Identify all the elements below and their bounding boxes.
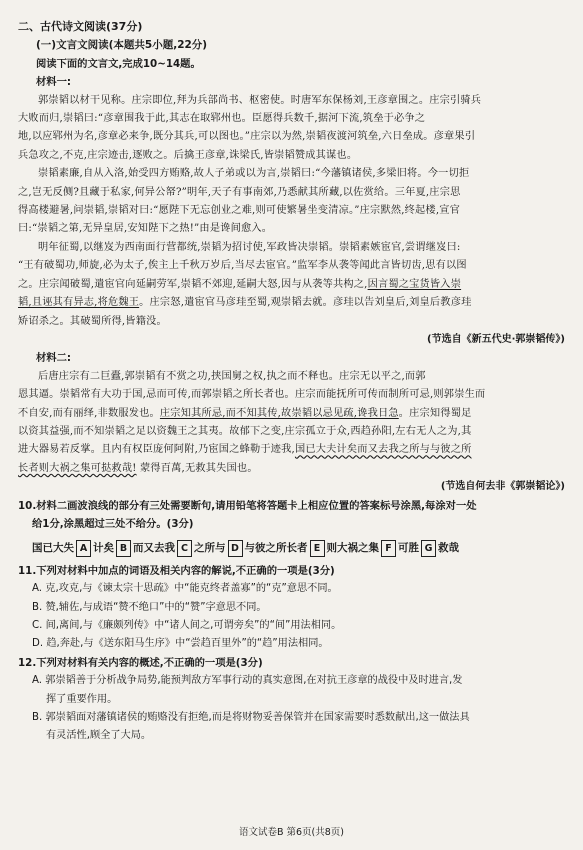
material1-p3-line4 <box>18 294 565 312</box>
material2-wavy-1: 国已大夫计矣而又去我之所与与彼之所 <box>294 444 472 456</box>
material1-p2-line4: 曰:“崇韬之第,无异皇居,安知陛下之热!”由是谗间愈入。 <box>18 223 273 235</box>
material1-p1-line3: 地,以应郓州为名,彦章必来争,既分其兵,可以图也。”庄宗以为然,崇韬夜渡河筑垒,六日垒成。彦章果引 <box>18 131 476 143</box>
material2-text <box>18 368 565 478</box>
q10-box-f[interactable]: F <box>381 540 396 557</box>
material2-line5-text: 进大器易若反掌。且内有权臣庞何阿附,乃宦国之蜂勒于迹我, <box>18 444 295 456</box>
material2-line1: 后唐庄宗有二巨蠹,郭崇韬有不赏之功,挟国舅之权,执之而不释也。庄宗无以平之,而郭 <box>38 370 426 382</box>
q11-option-a: A. 克,攻克,与《谏太宗十思疏》中“能克终者盖寡”的“克”意思不同。 <box>32 583 338 595</box>
section-title: 二、古代诗文阅读(37分) <box>18 20 143 33</box>
material1-p3-line1: 明年征蜀,以继岌为西南面行营都统,崇韬为招讨使,军政皆决崇韬。崇韬素嫉宦官,尝谓继岌曰: <box>38 241 461 253</box>
q10-box-g[interactable]: G <box>421 540 436 557</box>
material1-p3-line5: 矫诏杀之。其破蜀所得,皆籍没。 <box>18 315 167 327</box>
material2-line6-text: 蒙得百萬,无救其失国也。 <box>136 462 258 474</box>
question-12 <box>18 654 565 672</box>
material1-text <box>18 92 565 331</box>
material1-p2-line1: 崇韬素廉,自从入洛,始受四方贿赂,故人子弟或以为言,崇韬曰:“今藩镇诸侯,多梁旧将。今一切拒 <box>38 168 470 180</box>
question-10 <box>18 497 565 515</box>
page-footer: 语文试卷B 第6页(共8页) <box>238 826 345 838</box>
material1-p1-line2: 大败而归,崇韬曰:“彦章围我于此,其志在取郓州也。臣愿得兵数千,据河下流,筑垒于必争之 <box>18 113 426 125</box>
q12-number: 12. <box>18 656 37 669</box>
q10-segment: 之所与 <box>194 542 226 555</box>
q10-box-a[interactable]: A <box>76 540 91 557</box>
material1-label: 材料一: <box>36 76 72 89</box>
q11-option-d: D. 趋,奔赴,与《送东阳马生序》中“尝趋百里外”的“趋”用法相同。 <box>32 638 329 650</box>
q11-option-b: B. 赞,辅佐,与成语“赞不绝口”中的“赞”字意思不同。 <box>32 601 267 613</box>
q12-option-a-cont: 挥了重要作用。 <box>46 693 118 705</box>
material1-p3-line3-text: 之。庄宗闻破蜀,遣宦官向延嗣劳军,崇韬不郊迎,延嗣大怒,因与从袭等共构之, <box>18 278 368 290</box>
material2-line2: 恩其逼。崇韬常有大功于国,忌而可传,而郭崇韬之所长者也。庄宗而能抚所可传而制所可忌,则郭崇生而 <box>18 389 486 401</box>
material1-p3-line2: “王有破蜀功,师旋,必为太子,俟主上千秋万岁后,当尽去宦官。”监军李从袭等闻此言皆切齿,思有以图 <box>18 260 467 272</box>
material1-p3-line4-text: 。庄宗怒,遣宦官马彦珪至蜀,观崇韬去就。彦珪以告刘皇后,刘皇后教彦珪 <box>139 297 472 309</box>
question-11 <box>18 562 565 580</box>
material2-line4: 以资其益强,而不知崇韬之足以资魏王之其夷。故郁下之变,庄宗孤立于众,西趋孙阳,左右无人之为,其 <box>18 425 472 437</box>
q12-option-b: B. 郭崇韬面对藩镇诸侯的贿赂没有拒绝,而是将财物妥善保管并在国家需要时悉数献出,这一做法具 <box>32 712 470 724</box>
q10-text: 材料二画波浪线的部分有三处需要断句,请用铅笔将答题卡上相应位置的答案标号涂黑,每涂对一处 <box>36 499 477 512</box>
q11-option-c: C. 间,离间,与《廉颇列传》中“诸人间之,可谓旁矣”的“间”用法相同。 <box>32 620 342 631</box>
q10-number: 10. <box>18 499 37 512</box>
material1-p1-line4: 兵急攻之,不克,庄宗迹击,逐败之。后擒王彦章,诛梁氏,皆崇韬赞成其谋也。 <box>18 149 358 161</box>
instruction: 阅读下面的文言文,完成10~14题。 <box>36 57 201 70</box>
material2-underlined: 庄宗知其所忌,而不知其传,故崇韬以忌见疏,谗我日急 <box>159 407 399 419</box>
material2-line5 <box>18 441 565 459</box>
q11-text: 下列对材料中加点的词语及相关内容的解说,不正确的一项是(3分) <box>36 564 335 577</box>
q10-segment: 与彼之所长者 <box>244 542 308 555</box>
q10-segment: 救哉 <box>438 542 459 555</box>
material2-line3 <box>18 405 565 423</box>
material2-line6 <box>18 460 565 478</box>
q10-box-d[interactable]: D <box>228 540 243 557</box>
material1-p3-line3 <box>18 276 565 294</box>
question-10-cont: 给1分,涂黑超过三处不给分。(3分) <box>32 517 194 530</box>
subsection-title: (一)文言文阅读(本题共5小题,22分) <box>36 39 208 52</box>
material2-line3-text: 不自安,而有丽绎,非数服发也。 <box>18 407 160 419</box>
q10-box-e[interactable]: E <box>310 540 325 557</box>
material1-underlined-2: 韬,且诬其有异志,将危魏王 <box>18 297 140 309</box>
q12-option-b-cont: 有灵活性,顾全了大局。 <box>46 730 152 742</box>
material2-line3-end: 。庄宗知得蜀足 <box>398 407 472 419</box>
q10-segment: 国已大失 <box>32 542 74 555</box>
q10-segment: 而又去我 <box>133 542 175 555</box>
material1-underlined-1: 因言蜀之宝货皆入崇 <box>367 278 462 290</box>
q10-box-c[interactable]: C <box>177 540 192 557</box>
q11-number: 11. <box>18 564 37 577</box>
q10-segment: 计矣 <box>93 542 114 555</box>
material1-p2-line3: 得高楼避暑,问崇韬,崇韬对曰:“愿陛下无忘创业之难,则可使繁暑坐变清凉。”庄宗默然,终起楼,宣官 <box>18 205 461 217</box>
q10-answer-boxes <box>32 539 565 557</box>
material1-p2-line2: 之,岂无反侧?且藏于私家,何异公帑?”明年,天子有事南郊,乃悉献其所藏,以佐赏给。三年夏,庄宗思 <box>18 186 461 198</box>
q10-segment: 则大祸之集 <box>326 542 379 555</box>
q12-text: 下列对材料有关内容的概述,不正确的一项是(3分) <box>36 656 263 669</box>
material2-wavy-2: 长者则大祸之集可挞救哉! <box>18 462 137 474</box>
material1-p1-line1: 郭崇韬以材干见称。庄宗即位,拜为兵部尚书、枢密使。时唐军东保杨刘,王彦章围之。庄宗引骑兵 <box>38 94 482 106</box>
material1-source: (节选自《新五代史·郭崇韬传》) <box>427 333 565 345</box>
material2-source: (节选自何去非《郭崇韬论》) <box>440 481 565 493</box>
q10-segment: 可胜 <box>398 542 419 555</box>
q10-box-b[interactable]: B <box>116 540 131 557</box>
q12-option-a: A. 郭崇韬善于分析战争局势,能预判敌方军事行动的真实意图,在对抗王彦章的战役中及时进言,发 <box>32 675 463 687</box>
material2-label: 材料二: <box>36 352 72 365</box>
